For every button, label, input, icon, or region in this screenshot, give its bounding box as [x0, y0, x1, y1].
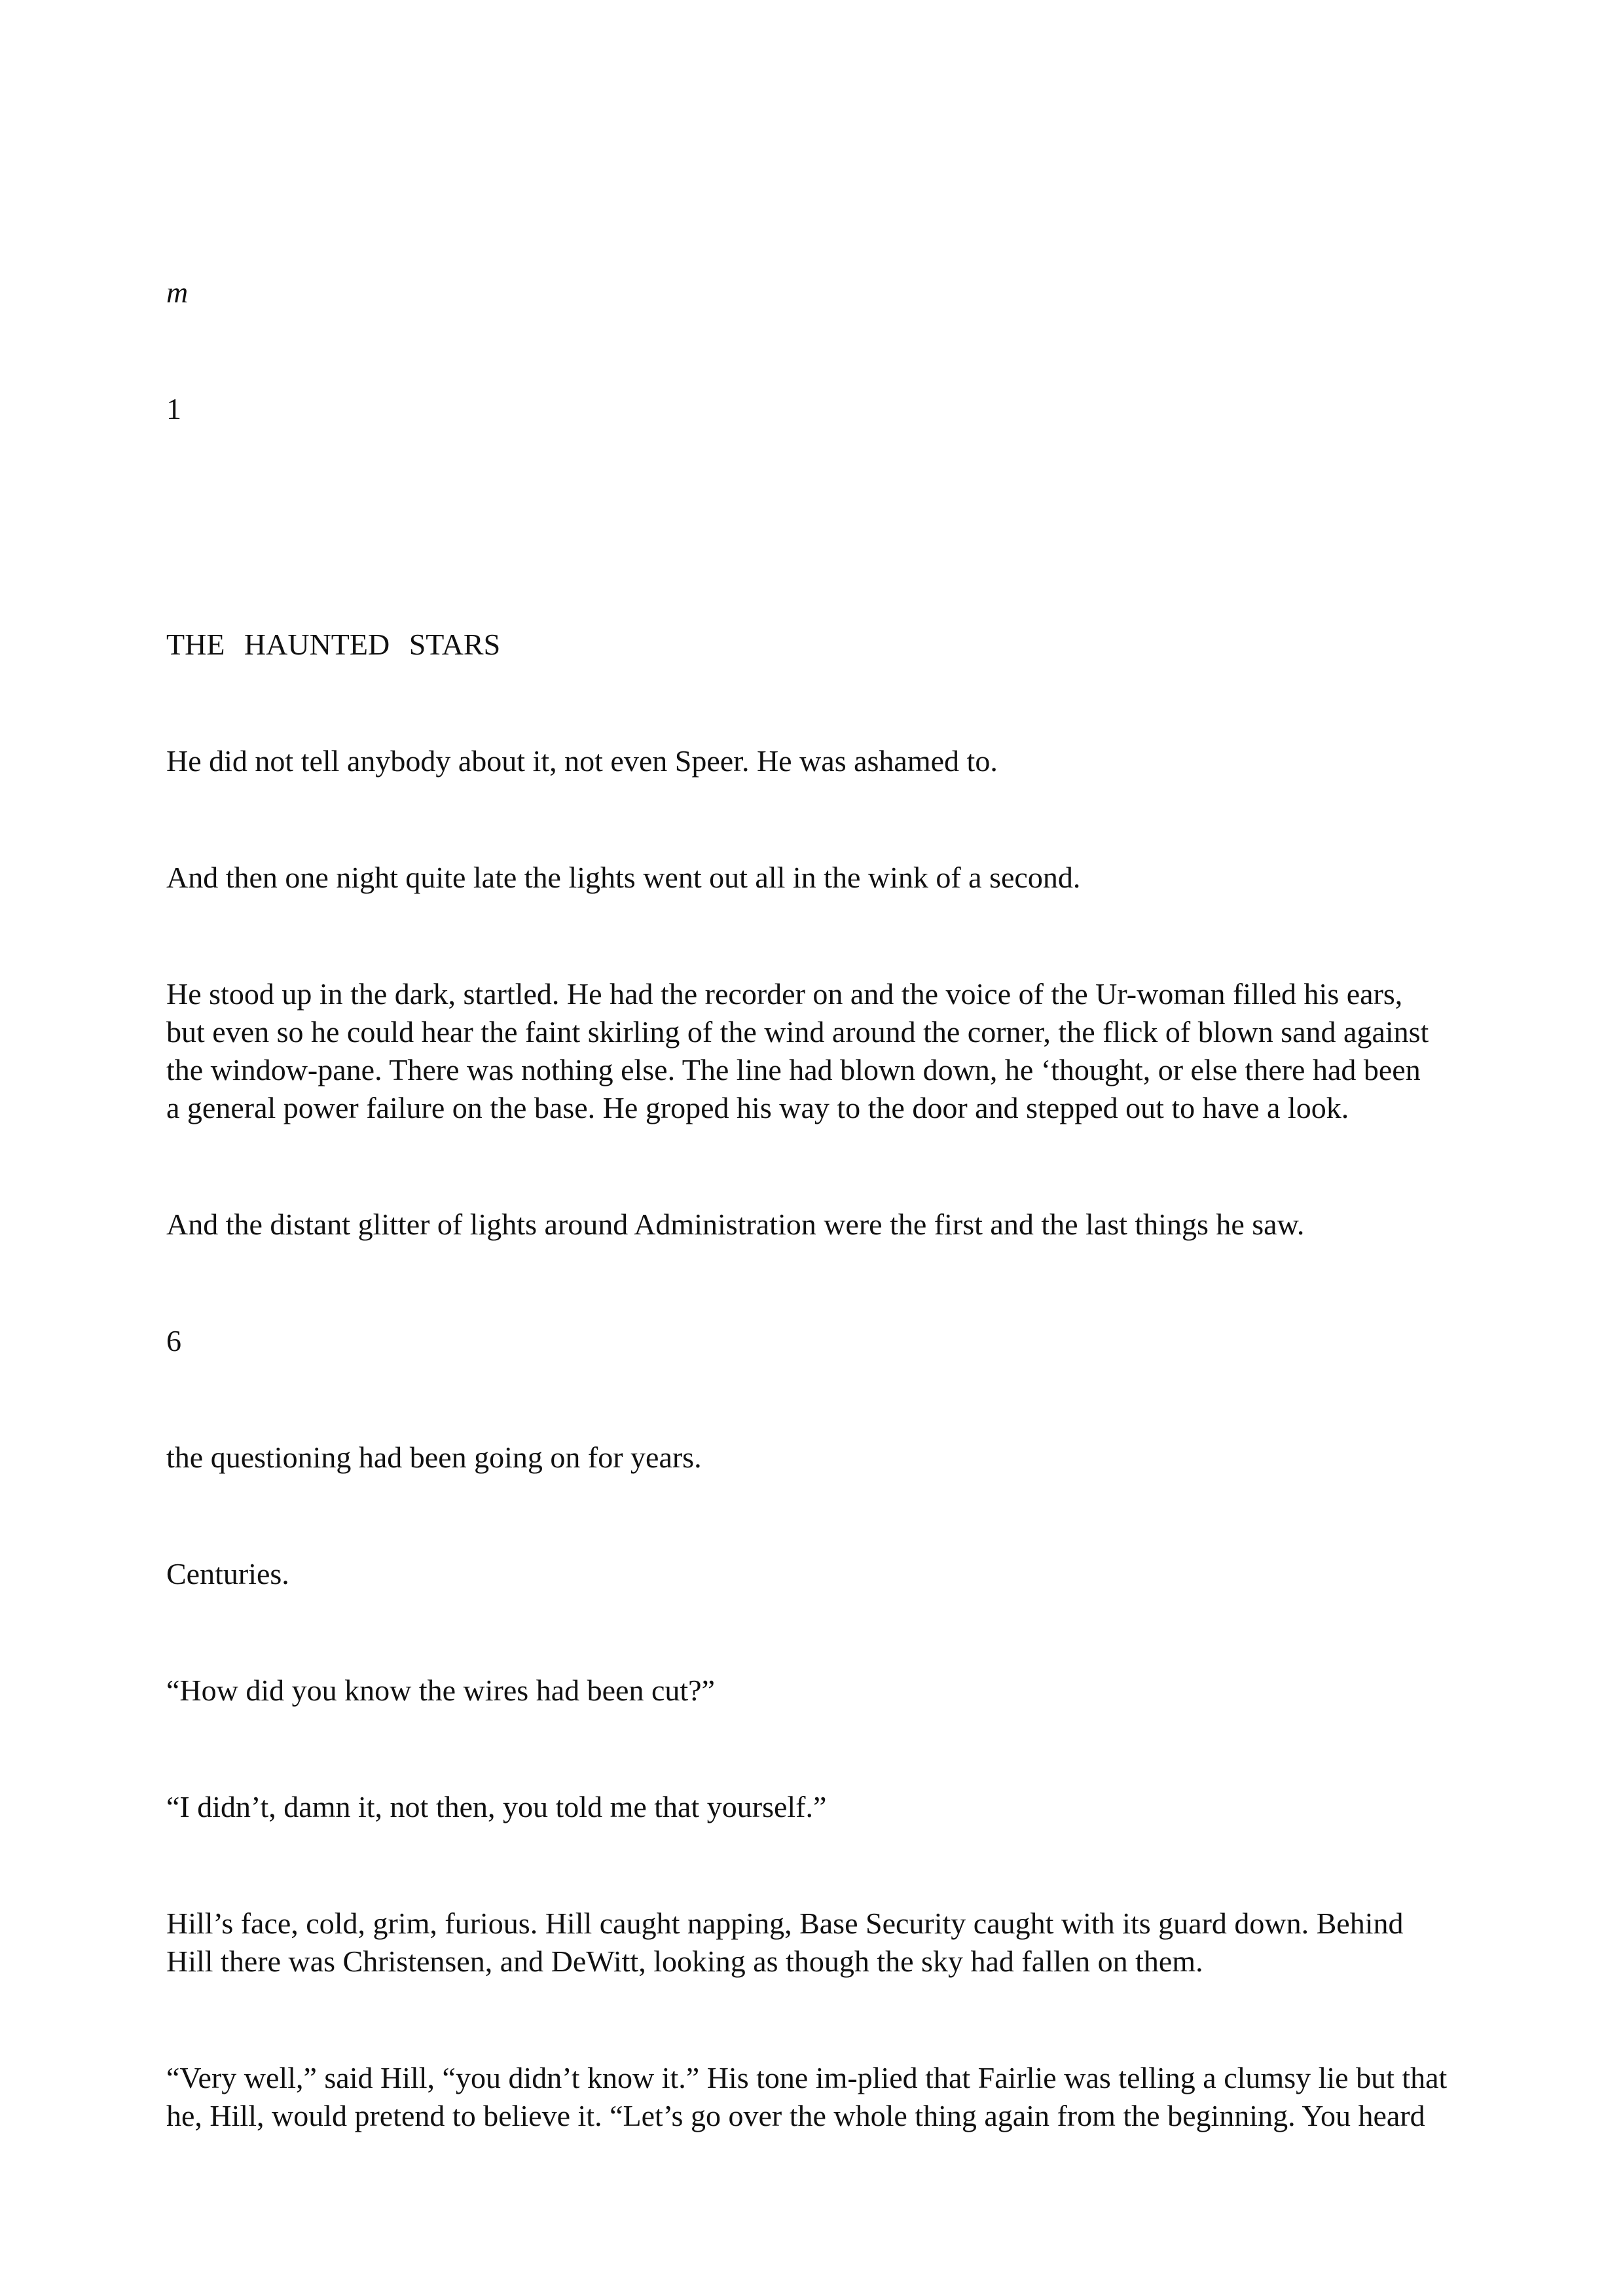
paragraph-line: “I didn’t, damn it, not then, you told me that yourself.”: [166, 1790, 827, 1823]
paragraph-line: but even so he could hear the faint skirling of the wind around the corner, the flick of blown sand against: [166, 1015, 1429, 1049]
paragraph-line: Hill’s face, cold, grim, furious. Hill caught napping, Base Security caught with its guard down. Behind: [166, 1907, 1404, 1940]
paragraph-line: And then one night quite late the lights went out all in the wink of a second.: [166, 861, 1081, 894]
paragraph-line: a general power failure on the base. He groped his way to the door and stepped out to have a look.: [166, 1091, 1349, 1124]
paragraph-line: Hill there was Christensen, and DeWitt, looking as though the sky had fallen on them.: [166, 1945, 1203, 1978]
paragraph-line: And the distant glitter of lights around Administration were the first and the last things he saw.: [166, 1208, 1305, 1241]
paragraph-line: he, Hill, would pretend to believe it. “Let’s go over the whole thing again from the beginning. You heard: [166, 2099, 1425, 2132]
paragraph-line: “Very well,” said Hill, “you didn’t know it.” His tone im-plied that Fairlie was telling a clumsy lie but that: [166, 2061, 1448, 2094]
paragraph-line: He did not tell anybody about it, not even Speer. He was ashamed to.: [166, 744, 998, 778]
paragraph-line: Centuries.: [166, 1557, 289, 1590]
running-title: THE HAUNTED STARS: [166, 628, 501, 661]
running-mark: m: [166, 276, 189, 309]
chapter-number: 6: [166, 1324, 181, 1357]
paragraph-line: He stood up in the dark, startled. He had the recorder on and the voice of the Ur-woman filled his ears,: [166, 977, 1403, 1011]
paragraph-line: the questioning had been going on for years.: [166, 1441, 702, 1474]
paragraph-line: “How did you know the wires had been cut?”: [166, 1674, 715, 1707]
paragraph-line: the window-pane. There was nothing else. The line had blown down, he ‘thought, or else there had been: [166, 1053, 1421, 1086]
page-number: 1: [166, 392, 181, 425]
